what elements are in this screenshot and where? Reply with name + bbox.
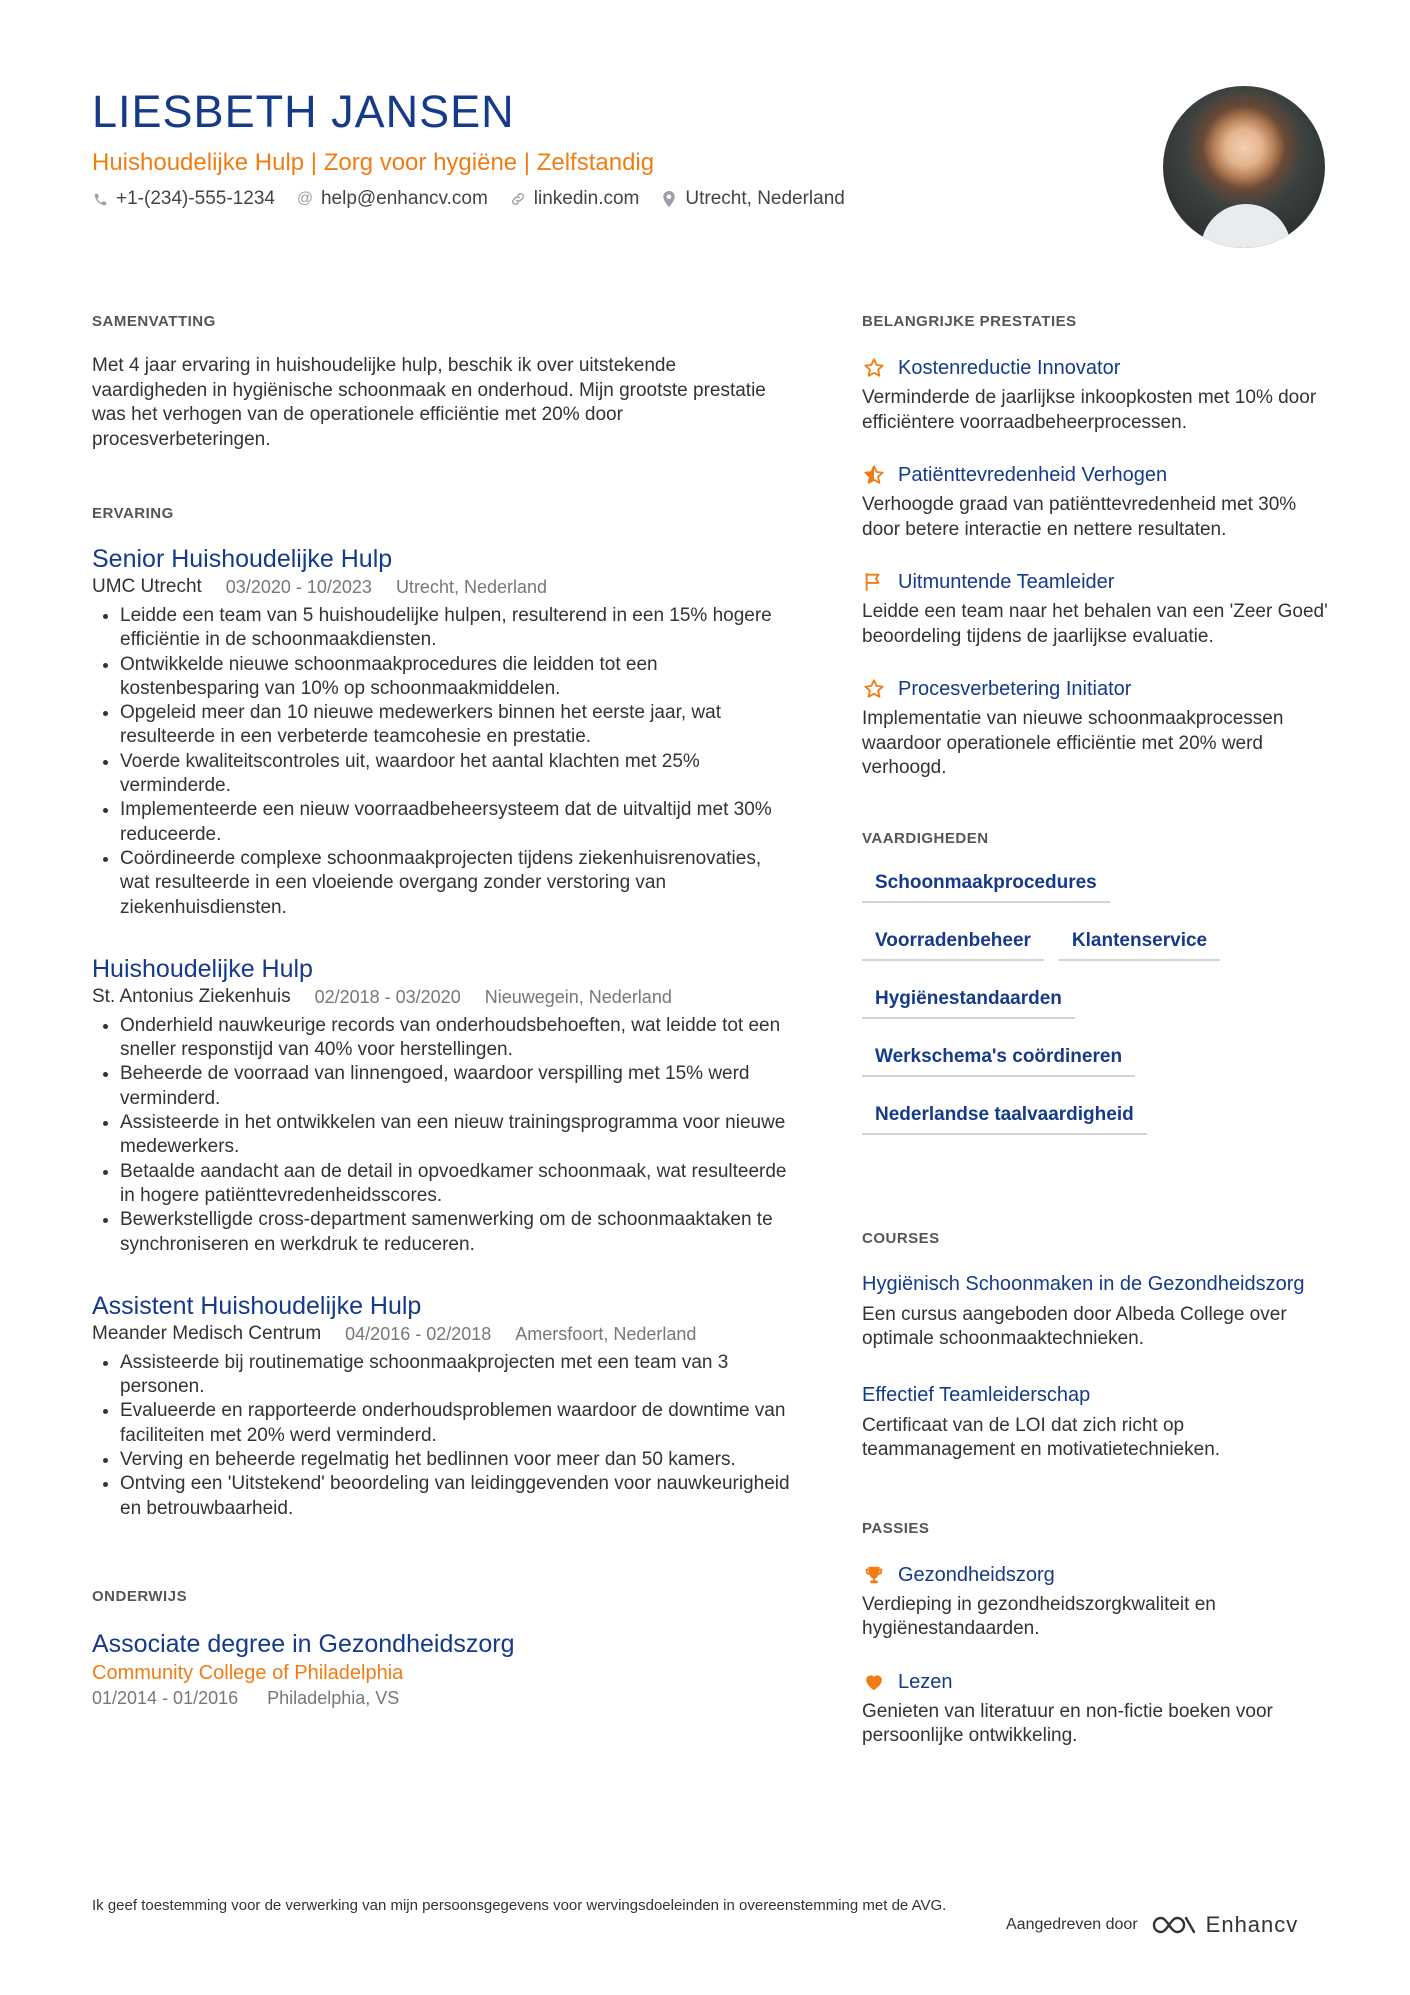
location-pin-icon	[661, 191, 677, 207]
link-icon	[510, 191, 526, 207]
photo-shirt	[1201, 204, 1291, 248]
job-entry	[92, 544, 792, 920]
education-section	[92, 1587, 792, 1709]
job-title: Assistent Huishoudelijke Hulp	[92, 1291, 422, 1320]
consent-text: Ik geef toestemming voor de verwerking van mijn persoonsgegevens voor wervingsdoeleinden in overeenstemming met de AVG.	[92, 1897, 947, 1914]
phone-icon	[92, 192, 108, 207]
job-bullet: • Betaalde aandacht aan de detail in opvoedkamer schoonmaak, wat resulteerde in hogere patiënttevredenheidsscores.	[120, 1160, 792, 1209]
enhancv-logo-icon	[1150, 1913, 1198, 1937]
passion-item	[862, 1668, 1332, 1749]
brand-name: Enhancv	[1205, 1912, 1299, 1937]
skills-section	[862, 829, 1332, 1157]
job-bullet: • Bewerkstelligde cross-department samenwerking om de schoonmaaktaken te synchroniseren en werkdruk te reduceren.	[120, 1208, 792, 1257]
skill-tag: Voorradenbeheer	[862, 925, 1044, 961]
candidate-name: LIESBETH JANSEN	[92, 86, 515, 137]
flag-icon	[862, 570, 886, 594]
passion-title: Lezen	[898, 1670, 953, 1693]
job-bullets	[92, 604, 792, 920]
job-dates: 03/2020 - 10/2023	[225, 577, 372, 597]
skill-tag: Klantenservice	[1059, 925, 1220, 961]
summary-heading: SAMENVATTING	[92, 313, 216, 330]
skill-tag: Hygiënestandaarden	[862, 983, 1075, 1019]
achievements-heading: BELANGRIJKE PRESTATIES	[862, 313, 1077, 330]
job-title: Huishoudelijke Hulp	[92, 954, 313, 983]
job-entry	[92, 1291, 792, 1521]
achievement-title: Patiënttevredenheid Verhogen	[898, 464, 1168, 486]
course-desc: Een cursus aangeboden door Albeda College over optimale schoonmaaktechnieken.	[862, 1303, 1287, 1349]
email-text: help@enhancv.com	[320, 188, 488, 209]
job-bullet: • Verving en beheerde regelmatig het bedlinnen voor meer dan 50 kamers.	[120, 1448, 792, 1472]
job-location: Utrecht, Nederland	[395, 577, 548, 597]
achievement-title: Procesverbetering Initiator	[898, 678, 1132, 700]
phone-text: +1-(234)-555-1234	[116, 188, 275, 209]
location-text: Utrecht, Nederland	[685, 188, 845, 209]
job-dates: 02/2018 - 03/2020	[314, 986, 461, 1007]
job-bullet: • Ontving een 'Uitstekend' beoordeling van leidinggevenden voor nauwkeurigheid en betrouwbaarheid.	[120, 1472, 792, 1521]
job-bullet: • Coördineerde complexe schoonmaakprojecten tijdens ziekenhuisrenovaties, wat resulteerde in een vloeiende overgang zonder verstoring van ziekenhuisdiensten.	[120, 847, 792, 920]
experience-heading: ERVARING	[92, 505, 174, 522]
job-bullet: • Assisteerde in het ontwikkelen van een nieuw trainingsprogramma voor nieuwe medewerkers.	[120, 1111, 792, 1160]
skill-tag: Schoonmaakprocedures	[862, 867, 1110, 903]
job-bullet: • Assisteerde bij routinematige schoonmaakprojecten met een team van 3 personen.	[120, 1351, 792, 1400]
achievement-item	[862, 568, 1332, 649]
achievement-title: Uitmuntende Teamleider	[898, 571, 1115, 593]
achievement-desc: Leidde een team naar het behalen van een 'Zeer Goed' beoordeling tijdens de jaarlijkse evaluatie.	[862, 601, 1328, 647]
job-bullet: • Onderhield nauwkeurige records van onderhoudsbehoeften, wat leidde tot een sneller responstijd van 40% voor herstellingen.	[120, 1014, 792, 1063]
passion-desc: Verdieping in gezondheidszorgkwaliteit en hygiënestandaarden.	[862, 1593, 1216, 1639]
contact-email[interactable]	[297, 188, 488, 210]
powered-by-label: Aangedreven door	[1006, 1916, 1138, 1933]
education-meta	[92, 1687, 792, 1709]
passions-heading: PASSIES	[862, 1519, 930, 1537]
course-item	[862, 1382, 1332, 1463]
contact-location	[661, 188, 844, 210]
skills-heading: VAARDIGHEDEN	[862, 829, 989, 847]
job-meta	[92, 574, 792, 600]
linkedin-text: linkedin.com	[533, 188, 640, 209]
achievement-desc: Verhoogde graad van patiënttevredenheid met 30% door betere interactie en nettere resultaten.	[862, 494, 1297, 540]
job-meta	[92, 1321, 792, 1347]
skill-tag: Werkschema's coördineren	[862, 1041, 1135, 1077]
achievement-title: Kostenreductie Innovator	[898, 357, 1121, 379]
contact-phone[interactable]	[92, 188, 275, 210]
passion-header	[862, 1561, 1332, 1589]
passions-section	[862, 1519, 1332, 1749]
tagline: Huishoudelijke Hulp | Zorg voor hygiëne | Zelfstandig	[92, 149, 655, 176]
passion-desc: Genieten van literatuur en non-fictie boeken voor persoonlijke ontwikkeling.	[862, 1700, 1273, 1746]
course-item	[862, 1271, 1332, 1352]
at-icon: @	[296, 190, 314, 207]
courses-heading: COURSES	[862, 1229, 940, 1247]
job-company: St. Antonius Ziekenhuis	[92, 985, 291, 1007]
passion-title: Gezondheidszorg	[898, 1563, 1055, 1586]
job-location: Amersfoort, Nederland	[515, 1323, 697, 1344]
course-desc: Certificaat van de LOI dat zich richt op teammanagement en motivatietechnieken.	[862, 1414, 1221, 1460]
profile-photo	[1163, 86, 1325, 248]
school-name: Community College of Philadelphia	[92, 1661, 404, 1684]
left-column	[92, 312, 792, 1709]
degree-title: Associate degree in Gezondheidszorg	[92, 1629, 515, 1658]
achievements-section	[862, 312, 1332, 781]
star-outline-icon	[862, 356, 886, 380]
achievement-header	[862, 568, 1332, 596]
job-bullets	[92, 1351, 792, 1521]
skills-list	[862, 867, 1332, 1157]
education-heading: ONDERWIJS	[92, 1587, 188, 1605]
achievement-header	[862, 461, 1332, 489]
contact-row	[92, 188, 1142, 210]
experience-section	[92, 504, 792, 1521]
job-bullet: • Evalueerde en rapporteerde onderhoudsproblemen waardoor de downtime van faciliteiten met 20% werd verminderd.	[120, 1399, 792, 1448]
course-title: Effectief Teamleiderschap	[862, 1383, 1091, 1406]
skill-tag: Nederlandse taalvaardigheid	[862, 1099, 1147, 1135]
education-dates: 01/2014 - 01/2016	[92, 1687, 239, 1708]
job-bullet: • Opgeleid meer dan 10 nieuwe medewerkers binnen het eerste jaar, wat resulteerde in een verbeterde teamcohesie en prestatie.	[120, 701, 792, 750]
trophy-icon	[862, 1563, 886, 1587]
achievement-header	[862, 354, 1332, 382]
job-bullet: • Beheerde de voorraad van linnengoed, waardoor verspilling met 15% werd verminderd.	[120, 1062, 792, 1111]
achievement-item	[862, 675, 1332, 781]
courses-section	[862, 1229, 1332, 1463]
job-entry	[92, 954, 792, 1257]
achievement-header	[862, 675, 1332, 703]
achievement-item	[862, 354, 1332, 435]
job-bullet: • Ontwikkelde nieuwe schoonmaakprocedures die leidden tot een kostenbesparing van 10% op schoonmaakmiddelen.	[120, 653, 792, 702]
job-bullet: • Voerde kwaliteitscontroles uit, waardoor het aantal klachten met 25% verminderde.	[120, 750, 792, 799]
achievement-desc: Verminderde de jaarlijkse inkoopkosten met 10% door efficiëntere voorraadbeheerprocessen.	[862, 387, 1317, 433]
job-location: Nieuwegein, Nederland	[484, 986, 672, 1007]
passion-header	[862, 1668, 1332, 1696]
job-bullet: • Leidde een team van 5 huishoudelijke hulpen, resulterend in een 15% hogere efficiëntie in de schoonmaakdiensten.	[120, 604, 792, 653]
education-location: Philadelphia, VS	[267, 1687, 400, 1708]
summary-section	[92, 312, 792, 452]
achievement-item	[862, 461, 1332, 542]
right-column	[862, 312, 1332, 1775]
job-dates: 04/2016 - 02/2018	[345, 1323, 492, 1344]
powered-by[interactable]	[1006, 1912, 1298, 1938]
contact-linkedin[interactable]	[510, 188, 640, 210]
job-company: UMC Utrecht	[92, 576, 202, 597]
passion-item	[862, 1561, 1332, 1642]
heart-icon	[862, 1670, 886, 1694]
job-bullets	[92, 1014, 792, 1257]
summary-text: Met 4 jaar ervaring in huishoudelijke hulp, beschik ik over uitstekende vaardigheden in hygiënische schoonmaak en onderhoud. Mijn grootste prestatie was het verhogen van de operationele efficiëntie met 20% door procesverbeteringen.	[92, 355, 766, 450]
half-star-icon	[862, 463, 886, 487]
job-company: Meander Medisch Centrum	[92, 1322, 322, 1344]
course-title: Hygiënisch Schoonmaken in de Gezondheidszorg	[862, 1272, 1305, 1295]
job-meta	[92, 984, 792, 1010]
star-outline-icon	[862, 677, 886, 701]
achievement-desc: Implementatie van nieuwe schoonmaakprocessen waardoor operationele efficiëntie met 20% werd verhoogd.	[862, 708, 1284, 778]
job-title: Senior Huishoudelijke Hulp	[92, 545, 393, 573]
job-bullet: • Implementeerde een nieuw voorraadbeheersysteem dat de uitvaltijd met 30% reduceerde.	[120, 798, 792, 847]
resume-header	[92, 86, 1142, 210]
